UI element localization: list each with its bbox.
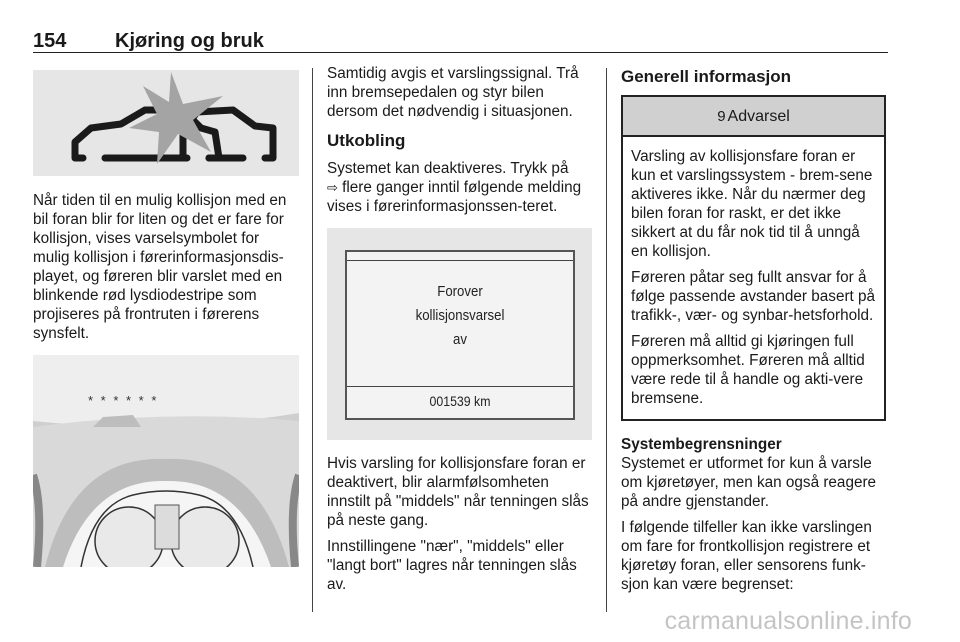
warning-body [623, 137, 884, 419]
collision-warning-icon [33, 70, 299, 176]
watermark: carmanualsonline.info [664, 607, 912, 635]
driver-info-display-figure [327, 228, 592, 440]
driver-info-display [345, 250, 575, 420]
warning-header [623, 97, 884, 137]
svg-text:* * * * * *: * * * * * * [88, 393, 159, 408]
subsection-heading: Systembegrensninger [621, 436, 782, 453]
page-header [33, 28, 888, 53]
body-paragraph: Systemet er utformet for kun å varsle om kjøretøyer, men kan også reagere på andre gjenstander. [621, 455, 877, 510]
column-right [621, 64, 886, 601]
column-middle [327, 64, 592, 601]
section-heading: Utkobling [327, 131, 406, 150]
display-message-line: kollisjonsvarsel [415, 307, 505, 324]
warning-title: Advarsel [727, 107, 790, 125]
warning-paragraph: Føreren må alltid gi kjøringen full oppmerksomhet. Føreren må alltid være rede til å handle og akti-vere bremsene. [631, 333, 865, 407]
warning-box [621, 95, 886, 421]
body-paragraph [327, 159, 592, 216]
column-left [33, 64, 299, 567]
body-paragraph: Hvis varsling for kollisjonsfare foran er deaktivert, blir alarmfølsomheten innstilt på "middels" når tenningen slås på neste gang. [327, 455, 589, 529]
collision-symbol-figure [33, 70, 299, 176]
menu-button-icon: ⇨ [327, 180, 338, 195]
body-paragraph: Samtidig avgis et varslingssignal. Trå inn bremsepedalen og styr bilen dersom det nødvendig i situasjonen. [327, 65, 579, 120]
warning-paragraph: Føreren påtar seg fullt ansvar for å følge passende avstander basert på trafikk-, vær- og synbar-hetsforhold. [631, 269, 876, 324]
body-paragraph: I følgende tilfeller kan ikke varslingen om fare for frontkollisjon registrere et kjøretøy foran, eller sensorens funk-sjon kan være begrenset: [621, 519, 872, 593]
display-message-line: av [453, 331, 467, 348]
paragraph-text: Systemet kan deaktiveres. Trykk på [327, 160, 569, 177]
section-heading: Generell informasjon [621, 67, 792, 86]
odometer-readout: 001539 km [429, 393, 491, 409]
column-divider [606, 68, 607, 612]
body-paragraph: Innstillingene "nær", "middels" eller "langt bort" lagres når tenningen slås av. [327, 538, 577, 593]
column-divider [312, 68, 313, 612]
display-message-line: Forover [437, 283, 483, 300]
body-paragraph: Når tiden til en mulig kollisjon med en bil foran blir for liten og det er fare for kollisjon, vises varselsymbolet for mulig kollisjon i førerinformasjonsdis-playet, og føreren blir varslet med en blinkende rød lysdiodestripe som projiseres på frontruten i førerens synsfelt. [33, 192, 287, 342]
paragraph-text: flere ganger inntil følgende melding vises i førerinformasjonssen-teret. [327, 179, 582, 215]
windshield-led-figure [33, 355, 299, 567]
dashboard-illustration [33, 355, 299, 567]
page-title: Kjøring og bruk [115, 30, 264, 52]
page-number: 154 [33, 30, 67, 52]
warning-paragraph: Varsling av kollisjonsfare foran er kun et varslingssystem - brem-sene aktiveres ikke. Når du nærmer deg bilen foran for raskt, er det ikke sikkert at du får nok tid til å unngå en kollisjon. [631, 148, 873, 260]
warning-triangle-icon: 9 [717, 107, 726, 125]
